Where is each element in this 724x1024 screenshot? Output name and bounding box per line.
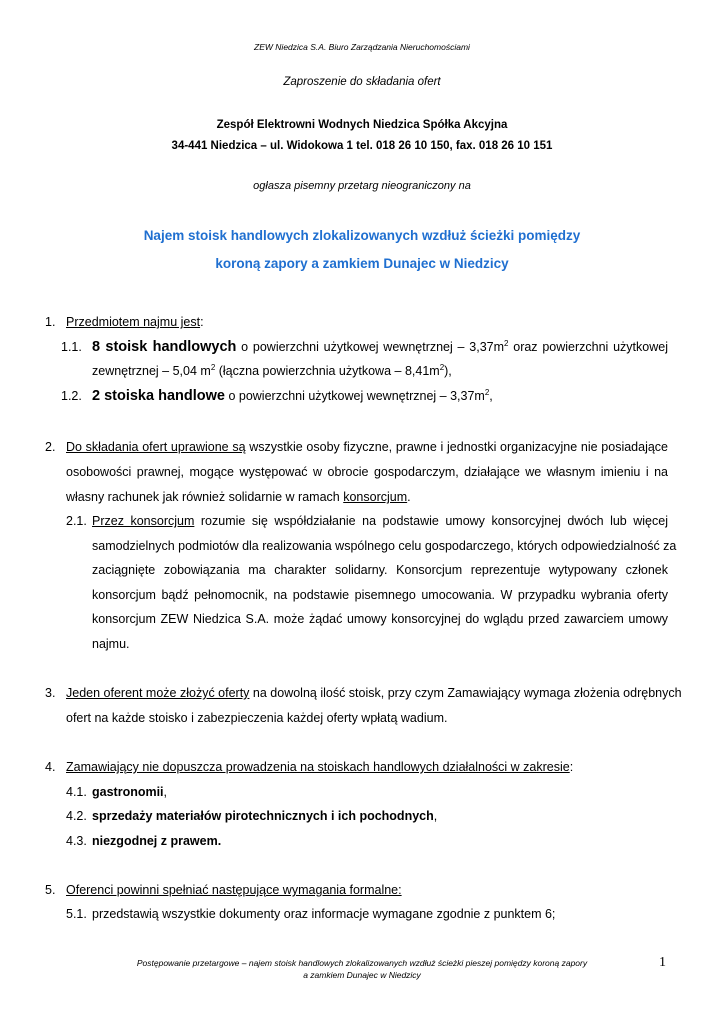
section5-heading: Oferenci powinni spełniać następujące wymagania formalne:: [66, 883, 402, 897]
item-1-1-number: 1.1.: [61, 340, 82, 354]
item-1-2-number: 1.2.: [61, 389, 82, 403]
footer-line1: Postępowanie przetargowe – najem stoisk handlowych zlokalizowanych wzdłuż ścieżki pieszej pomiędzy koroną zapory: [136, 958, 588, 968]
item-4-3: niezgodnej z prawem.: [92, 834, 222, 848]
section4-number: 4.: [45, 760, 56, 774]
page-footer: [0, 957, 724, 981]
item-4-2: sprzedaży materiałów pirotechnicznych i ich pochodnych,: [92, 809, 438, 823]
company-name: Zespół Elektrowni Wodnych Niedzica Spółka Akcyjna: [216, 119, 508, 131]
company-address: 34-441 Niedzica – ul. Widokowa 1 tel. 018 26 10 150, fax. 018 26 10 151: [171, 140, 553, 152]
section4-heading: Zamawiający nie dopuszcza prowadzenia na stoiskach handlowych działalności w zakresie: [66, 760, 570, 774]
section5-heading-line: [66, 878, 402, 903]
item-4-3-number: 4.3.: [66, 834, 87, 848]
announcement-text: ogłasza pisemny przetarg nieograniczony na: [253, 180, 471, 192]
section1-number: 1.: [45, 315, 56, 329]
section3-number: 3.: [45, 686, 56, 700]
section4-heading-line: Zamawiający nie dopuszcza prowadzenia na stoiskach handlowych działalności w zakresie:: [66, 760, 574, 774]
section3-line1: Jeden oferent może złożyć oferty na dowolną ilość stoisk, przy czym Zamawiający wymaga złożenia odrębnych: [66, 686, 682, 700]
item-1-1-line1: 8 stoisk handlowych o powierzchni użytkowej wewnętrznej – $3,37m^2$ oraz powierzchni użytkowej: [92, 339, 668, 355]
section3-line2: ofert na każde stoisko i zabezpieczenia każdej oferty wpłatą wadium.: [66, 711, 448, 725]
section2-heading: Do składania ofert uprawione są: [66, 440, 246, 454]
item-1-1-line2: zewnętrznej – 5,04 $m^2$ (łączna powierzchnia użytkowa – $8,41m^2$),: [92, 363, 452, 378]
konsorcjum-term: konsorcjum: [343, 490, 408, 504]
item-2-1-line4: konsorcjum bądź pełnomocnik, na podstawie pisemnego umocowania. W przypadku wybrania oferty: [92, 588, 668, 602]
item-2-1-heading: Przez konsorcjum: [92, 514, 195, 528]
item-1-1-bold: 8 stoisk handlowych: [92, 339, 237, 355]
invitation-heading: Zaproszenie do składania ofert: [283, 76, 441, 88]
item-2-1-line2: samodzielnych podmiotów dla realizowania wspólnego celu gospodarczego, których odpowiedzialność za: [92, 539, 677, 553]
section1-heading-line: [66, 310, 204, 335]
section2-line2: osobowości prawnej, mogące występować w obrocie gospodarczym, działające we własnym imieniu i na: [66, 465, 668, 479]
item-2-1-line6: najmu.: [92, 637, 130, 651]
footer-line2: a zamkiem Dunajec w Niedzicy: [303, 970, 421, 980]
section1-colon: :: [200, 315, 204, 329]
item-4-1-number: 4.1.: [66, 785, 87, 799]
item-5-1: przedstawią wszystkie dokumenty oraz informacje wymagane zgodnie z punktem 6;: [92, 907, 556, 921]
page-header: ZEW Niedzica S.A. Biuro Zarządzania Nieruchomościami: [254, 42, 470, 52]
page-number: 1: [659, 955, 666, 970]
item-2-1-line5: konsorcjum ZEW Niedzica S.A. może żądać umowy konsorcyjnej do wglądu przed zawarciem umowy: [92, 612, 668, 626]
section5-number: 5.: [45, 883, 56, 897]
section2-line3: własny rachunek jak również solidarnie w ramach konsorcjum.: [66, 490, 411, 504]
item-1-2-bold: 2 stoiska handlowe: [92, 388, 225, 404]
item-4-1: gastronomii,: [92, 785, 168, 799]
item-1-2-line: 2 stoiska handlowe o powierzchni użytkowej wewnętrznej – $3,37m^2$,: [92, 388, 493, 404]
section3-heading: Jeden oferent może złożyć oferty: [66, 686, 250, 700]
section2-number: 2.: [45, 440, 56, 454]
item-2-1-number: 2.1.: [66, 514, 87, 528]
tender-title-line2: koroną zapory a zamkiem Dunajec w Niedzicy: [215, 256, 509, 271]
section2-line1: Do składania ofert uprawione są wszystkie osoby fizyczne, prawne i jednostki organizacyjne nie posiadające: [66, 440, 669, 454]
section1-heading: Przedmiotem najmu jest: [66, 315, 201, 329]
item-4-2-number: 4.2.: [66, 809, 87, 823]
tender-title-line1: Najem stoisk handlowych zlokalizowanych wzdłuż ścieżki pomiędzy: [143, 228, 581, 243]
item-5-1-number: 5.1.: [66, 907, 87, 921]
item-2-1-line3: zaciągnięte zobowiązania ma charakter solidarny. Konsorcjum reprezentuje wytypowany członek: [92, 563, 668, 577]
item-2-1-line1: Przez konsorcjum rozumie się współdziałanie na podstawie umowy konsorcyjnej dwóch lub więcej: [92, 514, 668, 528]
